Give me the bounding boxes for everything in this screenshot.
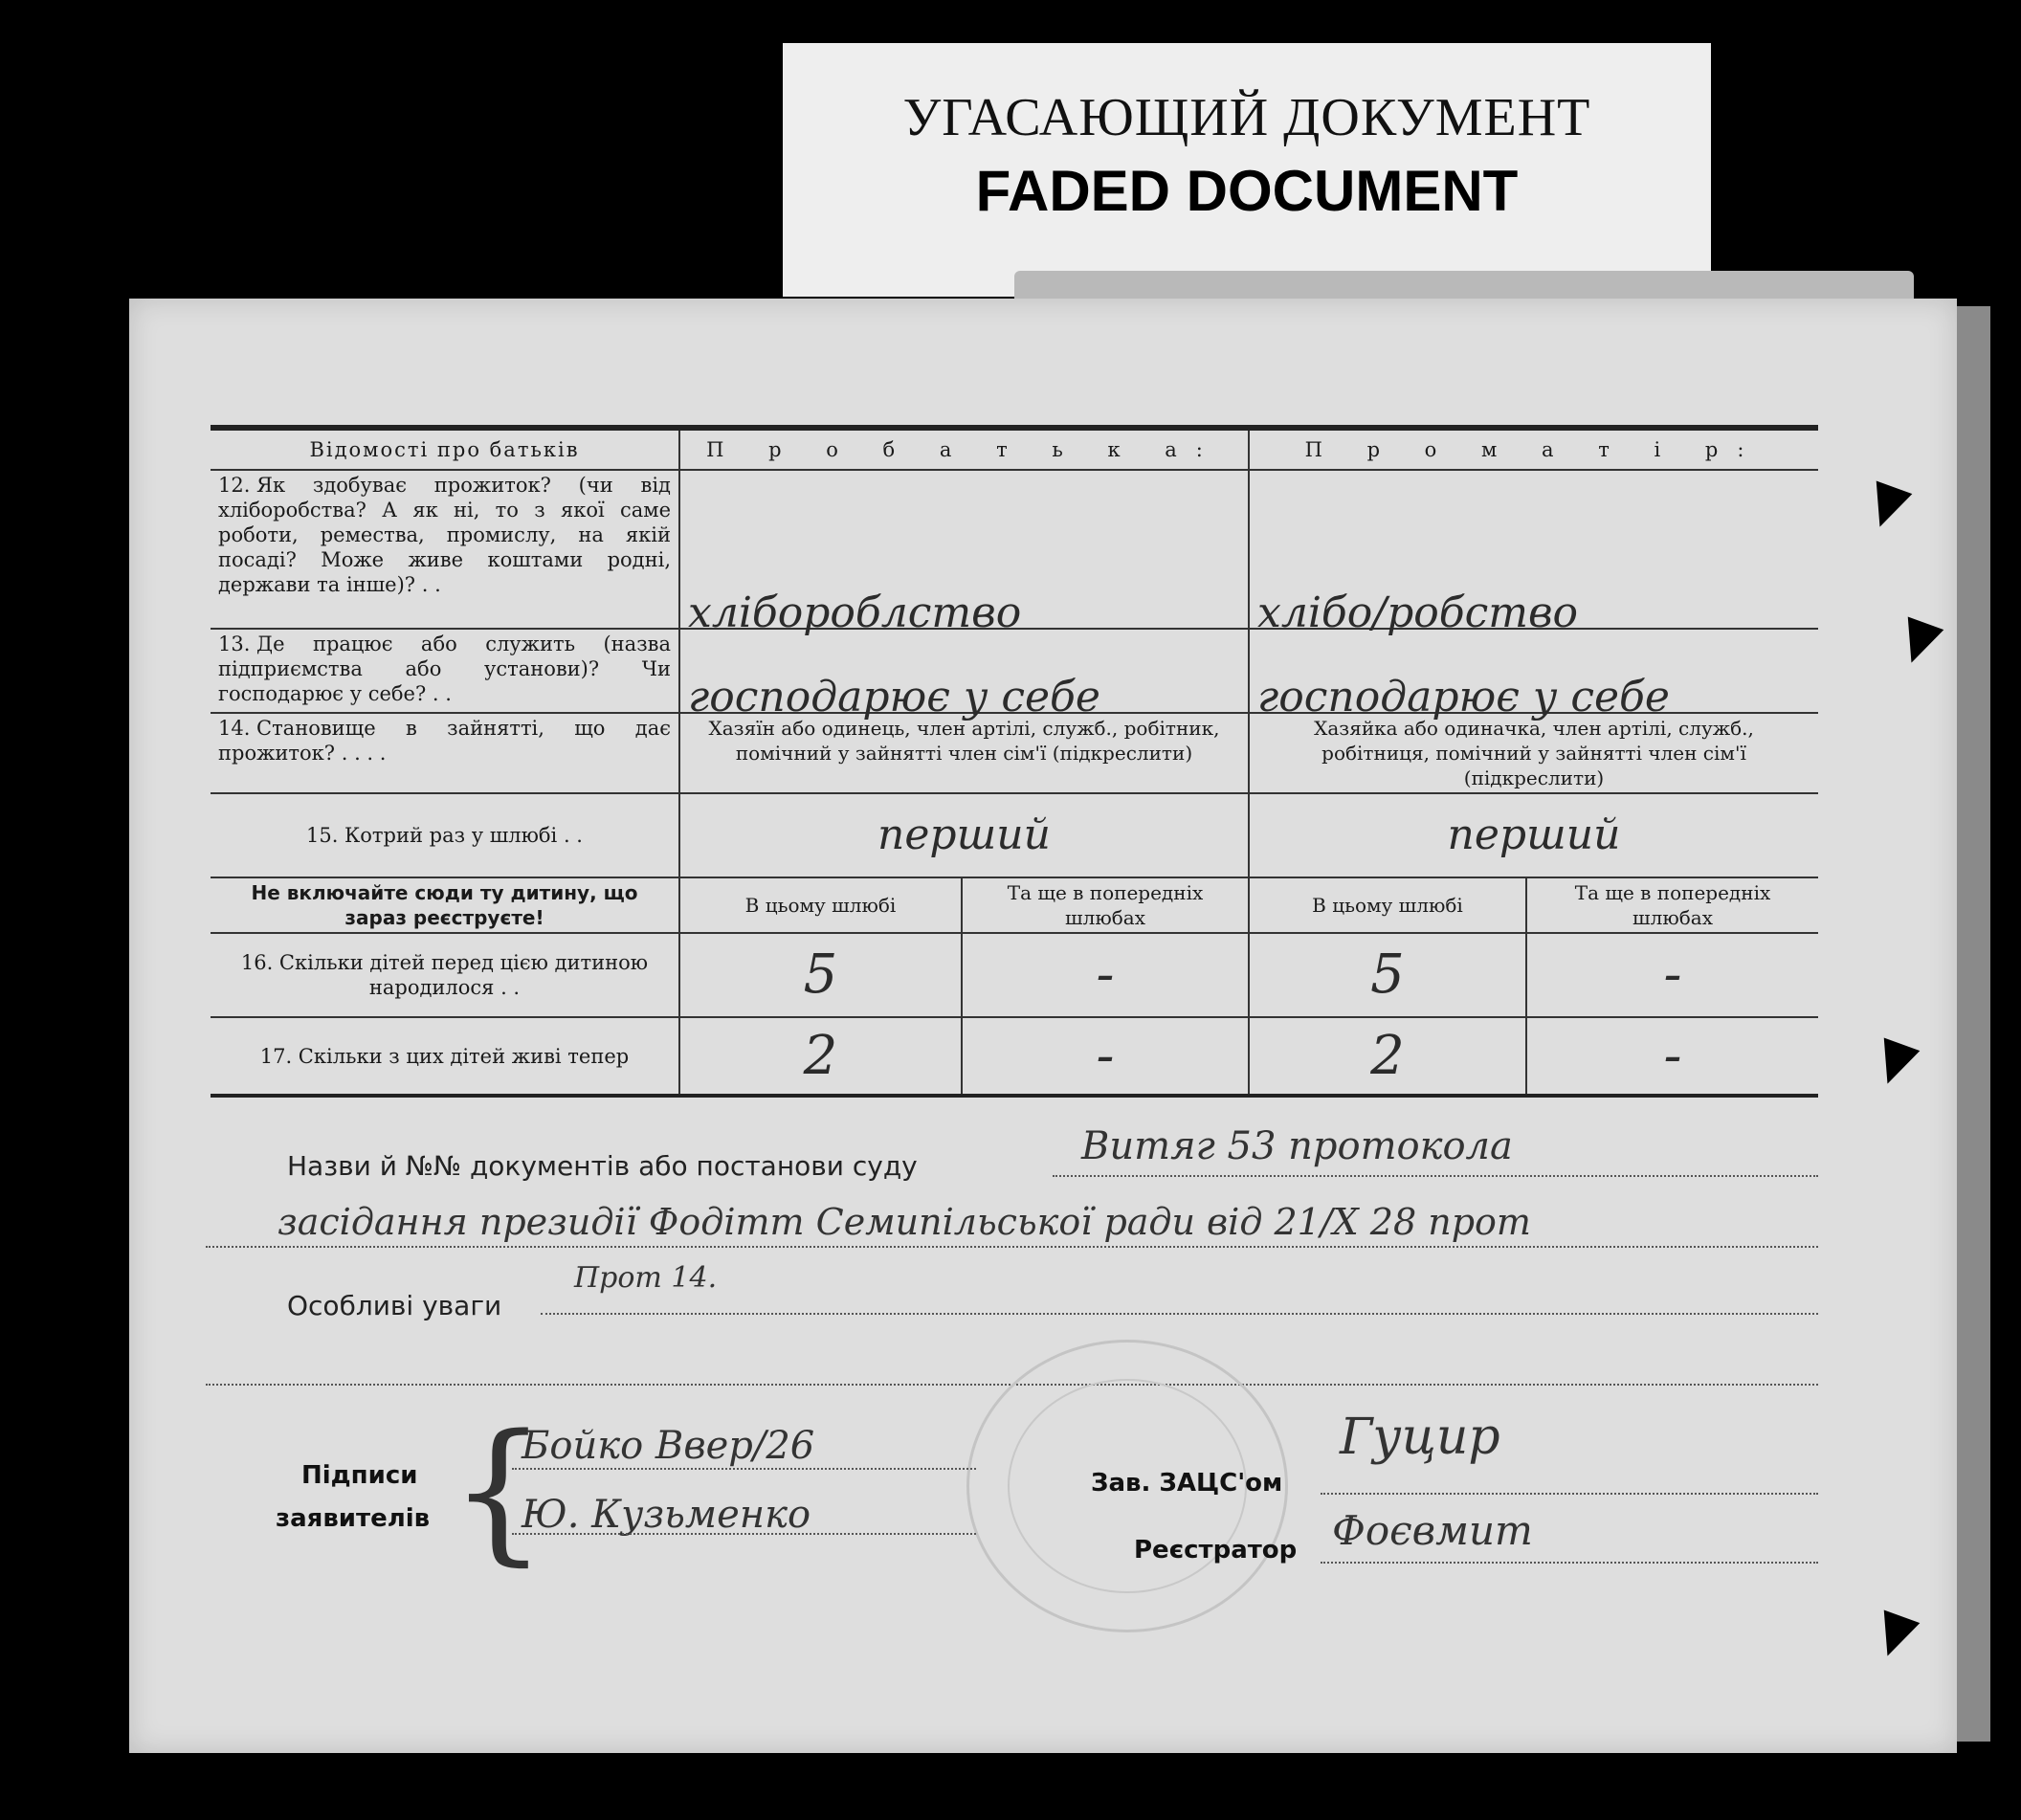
question-text: Як здобуває прожиток? (чи від хліборобства? А як ні, то з якої саме роботи, ремества, промислу, на якій посаді? Може живе коштами родні, держави та інше)? . . xyxy=(218,474,671,596)
remarks-label: Особливі уваги xyxy=(287,1290,502,1321)
row-q14 xyxy=(211,713,1818,793)
answer-17-father-this: 2 xyxy=(679,1017,962,1096)
header-father: П р о б а т ь к а: xyxy=(679,428,1249,470)
answer-14-mother: Хазяйка або одиначка, член артілі, служб., робітниця, помічний у зайнятті член сім'ї (підкреслити) xyxy=(1249,713,1818,793)
question-15 xyxy=(211,793,679,877)
question-number: 12. xyxy=(218,474,251,497)
signatures-label: Підписи xyxy=(301,1461,418,1490)
applicant-signature-1: Бойко Ввер/26 xyxy=(522,1424,815,1468)
punch-hole-icon xyxy=(1876,1043,1914,1085)
registrar-signature: Фоєвмит xyxy=(1332,1507,1533,1554)
row-q13 xyxy=(211,629,1818,713)
signature-line-1 xyxy=(512,1468,976,1470)
answer-16-mother-this: 5 xyxy=(1249,933,1526,1017)
question-14 xyxy=(211,713,679,793)
answer-16-mother-prev: - xyxy=(1526,933,1818,1017)
zags-head-signature: Гуцир xyxy=(1340,1409,1500,1466)
answer-13-mother: господарює у себе xyxy=(1249,629,1818,713)
question-text: Котрий раз у шлюбі . . xyxy=(344,824,583,847)
row-q12 xyxy=(211,470,1818,629)
answer-17-father-prev: - xyxy=(962,1017,1249,1096)
question-text: Скільки з цих дітей живі тепер xyxy=(298,1044,630,1068)
question-number: 17. xyxy=(259,1044,293,1068)
row-q16 xyxy=(211,933,1818,1017)
answer-14-father: Хазяїн або одинець, член артілі, служб., робітник, помічний у зайнятті член сім'ї (підкреслити) xyxy=(679,713,1249,793)
banner-english-text: FADED DOCUMENT xyxy=(975,159,1519,223)
question-text: Скільки дітей перед цією дитиною народилося . . xyxy=(278,951,649,999)
parents-info-table xyxy=(211,425,1818,1098)
zags-head-line xyxy=(1321,1493,1818,1495)
documents-label: Назви й №№ документів або постанови суду xyxy=(287,1150,918,1182)
signature-line-2 xyxy=(512,1533,976,1535)
punch-hole-icon xyxy=(1899,622,1938,664)
father-this-marriage-header: В цьому шлюбі xyxy=(679,877,962,933)
mother-this-marriage-header: В цьому шлюбі xyxy=(1249,877,1526,933)
header-parents-info: Відомості про батьків xyxy=(211,428,679,470)
documents-line-2 xyxy=(206,1246,1818,1248)
header-mother: П р о м а т і р: xyxy=(1249,428,1818,470)
punch-hole-icon xyxy=(1876,1615,1914,1657)
documents-handwriting-1: Витяг 53 протокола xyxy=(1081,1124,1513,1168)
row-q17 xyxy=(211,1017,1818,1096)
father-previous-marriages-header: Та ще в попередніх шлюбах xyxy=(962,877,1249,933)
question-13 xyxy=(211,629,679,713)
registrar-label: Реєстратор xyxy=(1134,1536,1298,1565)
table-header-row xyxy=(211,428,1818,470)
answer-12-father: хлібороблство xyxy=(679,470,1249,629)
remarks-line xyxy=(541,1313,1818,1315)
banner-russian-text: УГАСАЮЩИЙ ДОКУМЕНТ xyxy=(902,88,1591,147)
answer-17-mother-this: 2 xyxy=(1249,1017,1526,1096)
documents-line xyxy=(1053,1175,1818,1177)
faded-document-banner xyxy=(783,43,1711,297)
applicant-signature-2: Ю. Кузьменко xyxy=(522,1493,811,1537)
answer-12-mother: хлібо/робство xyxy=(1249,470,1818,629)
mother-previous-marriages-header: Та ще в попередніх шлюбах xyxy=(1526,877,1818,933)
question-16 xyxy=(211,933,679,1017)
question-number: 14. xyxy=(218,717,251,740)
children-subheader-row xyxy=(211,877,1818,933)
applicants-label: заявителів xyxy=(276,1504,431,1533)
row-q15 xyxy=(211,793,1818,877)
documents-handwriting-2: засідання президії Фодітт Семипільської ради від 21/X 28 прот xyxy=(278,1201,1531,1243)
answer-13-father: господарює у себе xyxy=(679,629,1249,713)
question-number: 13. xyxy=(218,633,251,655)
answer-16-father-this: 5 xyxy=(679,933,962,1017)
answer-15-mother: перший xyxy=(1249,793,1818,877)
answer-16-father-prev: - xyxy=(962,933,1249,1017)
question-17 xyxy=(211,1017,679,1096)
answer-15-father: перший xyxy=(679,793,1249,877)
remarks-handwriting: Прот 14. xyxy=(574,1261,718,1295)
zags-head-label: Зав. ЗАЦС'ом xyxy=(1091,1469,1283,1498)
paper-edge xyxy=(1957,306,1990,1742)
brace-icon: { xyxy=(450,1401,547,1580)
question-12 xyxy=(211,470,679,629)
exclude-child-note: Не включайте сюди ту дитину, що зараз реєструєте! xyxy=(211,877,679,933)
question-number: 15. xyxy=(306,824,339,847)
question-number: 16. xyxy=(240,951,274,974)
punch-hole-icon xyxy=(1868,486,1906,528)
registrar-line xyxy=(1321,1562,1818,1564)
question-text: Де працює або служить (назва підприємства або установи)? Чи господарює у себе? . . xyxy=(218,633,671,705)
answer-17-mother-prev: - xyxy=(1526,1017,1818,1096)
question-text: Становище в зайнятті, що дає прожиток? . . . . xyxy=(218,717,671,765)
